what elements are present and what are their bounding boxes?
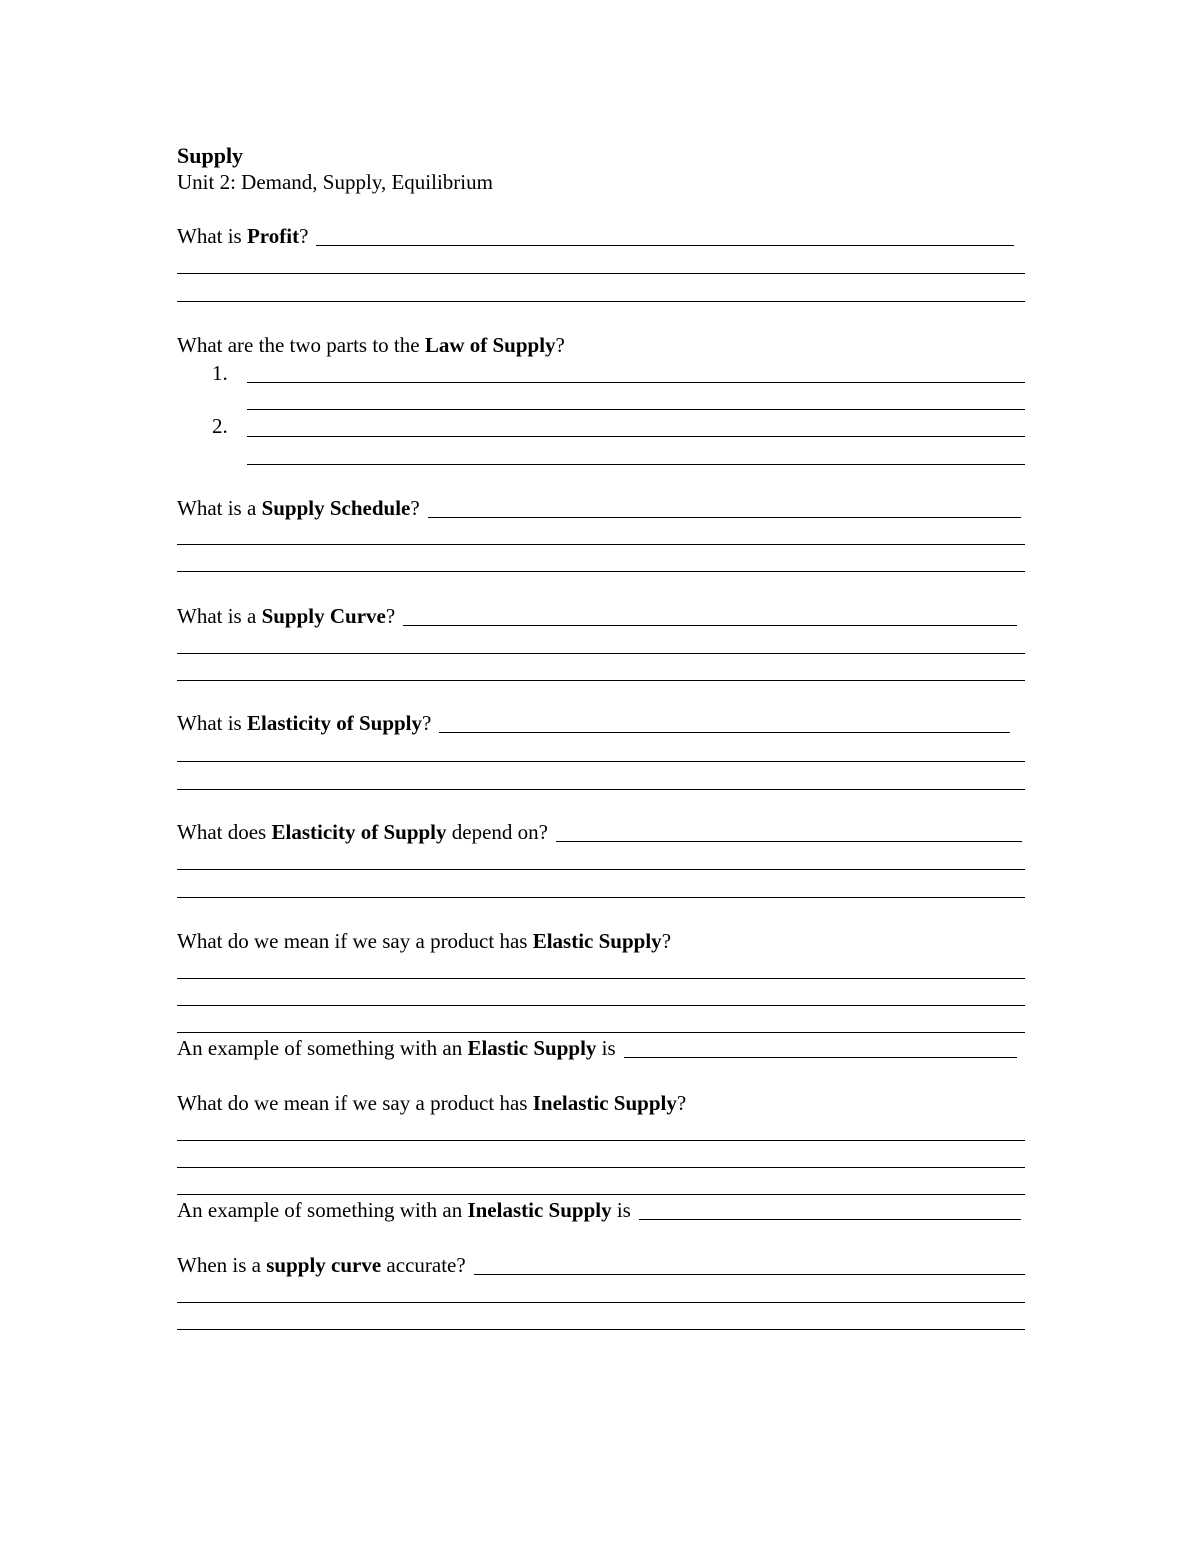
answer-line[interactable] <box>177 544 1025 545</box>
question-elastic-mean: What do we mean if we say a product has Elastic Supply? <box>177 929 672 953</box>
answer-line[interactable] <box>177 1167 1025 1168</box>
question-profit: What is Profit? <box>177 226 1014 247</box>
answer-line[interactable] <box>177 273 1025 274</box>
question-elasticity: What is Elasticity of Supply? <box>177 713 1010 734</box>
question-elastic-example: An example of something with an Elastic Supply is <box>177 1038 1017 1059</box>
worksheet-title: Supply <box>177 143 244 168</box>
question-supply-curve: What is a Supply Curve? <box>177 606 1017 627</box>
list-number-2: 2. <box>212 414 228 438</box>
answer-line[interactable] <box>639 1218 1021 1220</box>
question-inelastic-example: An example of something with an Inelastic Supply is <box>177 1200 1021 1221</box>
answer-line[interactable] <box>403 624 1017 626</box>
answer-line[interactable] <box>177 1140 1025 1141</box>
answer-line[interactable] <box>177 1302 1025 1303</box>
answer-line[interactable] <box>624 1056 1017 1058</box>
answer-line[interactable] <box>177 653 1025 654</box>
answer-line[interactable] <box>177 978 1025 979</box>
list-number-1: 1. <box>212 361 228 385</box>
answer-line[interactable] <box>556 840 1022 842</box>
answer-line[interactable] <box>177 1329 1025 1330</box>
answer-line[interactable] <box>247 436 1025 437</box>
answer-line[interactable] <box>439 731 1010 733</box>
question-elasticity-depend: What does Elasticity of Supply depend on? <box>177 822 1022 843</box>
question-supply-schedule: What is a Supply Schedule? <box>177 498 1021 519</box>
answer-line[interactable] <box>247 382 1025 383</box>
answer-line[interactable] <box>247 464 1025 465</box>
answer-line[interactable] <box>177 789 1025 790</box>
answer-line[interactable] <box>247 409 1025 410</box>
worksheet-subtitle: Unit 2: Demand, Supply, Equilibrium <box>177 170 493 194</box>
answer-line[interactable] <box>177 680 1025 681</box>
answer-line[interactable] <box>177 1032 1025 1033</box>
answer-line[interactable] <box>428 516 1021 518</box>
answer-line[interactable] <box>177 869 1025 870</box>
answer-line[interactable] <box>177 897 1025 898</box>
answer-line[interactable] <box>177 301 1025 302</box>
answer-line[interactable] <box>316 244 1014 246</box>
answer-line[interactable] <box>177 1005 1025 1006</box>
answer-line[interactable] <box>177 1194 1025 1195</box>
answer-line[interactable] <box>177 761 1025 762</box>
answer-line[interactable] <box>474 1273 1025 1275</box>
question-curve-accurate: When is a supply curve accurate? <box>177 1255 1025 1276</box>
answer-line[interactable] <box>177 571 1025 572</box>
question-inelastic-mean: What do we mean if we say a product has Inelastic Supply? <box>177 1091 687 1115</box>
question-law-of-supply: What are the two parts to the Law of Supply? <box>177 333 565 357</box>
